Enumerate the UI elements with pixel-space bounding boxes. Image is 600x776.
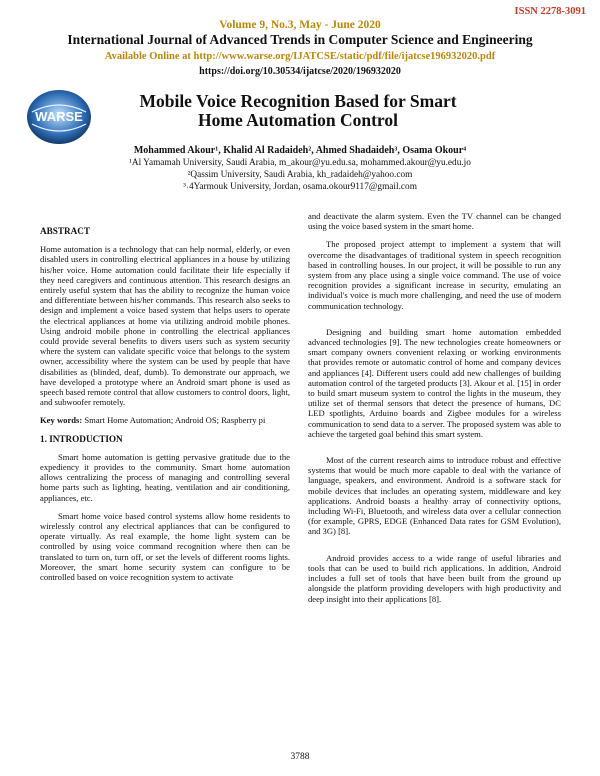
right-paragraph-4: Android provides access to a wide range of useful libraries and tools that can be used to build rich applications. In addition, Android includes a full set of tools that have been built from the ground up alongside the platform providing developers with high productivity and deep insight into their applications [8]. <box>308 552 561 604</box>
right-paragraph-1: The proposed project attempt to implement a system that will overcome the disadvantages of traditional system in speech recognition based in controlling houses. In our project, it will be possible to run any system from any place using a single voice command. The use of voice recognition provides a significant increase in security, emulating an individual's voice is much more challenging, and need the use of modern communication technology. <box>308 239 561 311</box>
keywords <box>40 415 290 425</box>
affiliation-1: ¹Al Yamamah University, Saudi Arabia, m_akour@yu.edu.sa, mohammed.akour@yu.edu.jo <box>129 158 471 168</box>
right-paragraph-3: Most of the current research aims to introduce robust and effective systems that would be much more capable to deal with the variance of language, speakers, and environment. Android is a software stack for mobile devices that includes an operating system, middleware and key applications. Android boasts a healthy array of connectivity options, including Wi-Fi, Bluetooth, and wireless data over a cellular connection (for example, GPRS, EDGE (Enhanced Data rates for GSM Evolution), and 3G) [8]. <box>308 455 561 537</box>
warse-logo-icon <box>24 88 94 146</box>
affiliation-3: ³˒4Yarmouk University, Jordan, osama.okour9117@gmail.com <box>183 182 417 192</box>
issn-label: ISSN 2278-3091 <box>514 6 586 17</box>
journal-title: International Journal of Advanced Trends in Computer Science and Engineering <box>67 32 533 47</box>
intro-paragraph-2: Smart home voice based control systems allow home residents to wirelessly control any electrical appliances that can be configured to operate virtually. As real example, the home light system can be controlled by using voice command recognition where then can be translated to turn on, turn off, or set the levels of different rooms lights. Moreover, the smart home security system can configure to be controlled based on voice recognition system to activate <box>40 510 290 583</box>
affiliation-2: ²Qassim University, Saudi Arabia, kh_radaideh@yahoo.com <box>187 170 413 180</box>
intro-paragraph-1: Smart home automation is getting pervasive gratitude due to the expediency it provides to the community. Smart home automation allows centralizing the process of managing and controlling several home parts such as lighting, heating, ventilation and air conditioning, appliances, etc. <box>40 451 290 503</box>
logo-text: WARSE <box>35 109 83 124</box>
volume-info: Volume 9, No.3, May - June 2020 <box>219 19 381 31</box>
abstract-text: Home automation is a technology that can help normal, elderly, or even disabled users in controlling electrical appliances in a house by utilizing his/her voice. Home automation could facilitate their life especially if they need caregivers and continuous attention. This research designs an entirely useful system that has the ability to recognize the human voice and differentiate between his/her commands. This research also seeks to design and implement a voice based system that helps users to operate the electrical appliances at home via utilizing android mobile phones. Using android mobile phone in controlling the electrical appliances could provide several benefits to divers users such as system security where the system can validate specific voice that belongs to the system owner, accessibility where the system can be used by people that have disabilities as (blinded, deaf, dumb). To demonstrate our approach, we have developed a prototype where an Android smart phone is used as speech based remote control that allow customers to control doors, light, and subwoofer remotely. <box>40 244 290 408</box>
page-number: 3788 <box>290 752 310 762</box>
doi-link[interactable]: https://doi.org/10.30534/ijatcse/2020/196932020 <box>199 66 401 77</box>
right-paragraph-0: and deactivate the alarm system. Even the TV channel can be changed using the voice based system in the smart home. <box>308 211 561 232</box>
authors-line: Mohammed Akour¹, Khalid Al Radaideh², Ahmed Shadaideh³, Osama Okour⁴ <box>133 145 467 156</box>
paper-title: Mobile Voice Recognition Based for Smart Home Automation Control <box>139 91 457 130</box>
right-column <box>308 211 561 612</box>
right-paragraph-2: Designing and building smart home automation embedded advanced technologies [9]. The new technologies create homeowners or smart company owners convenient relaxing or working environments that provides remote or automatic control of home and company devices and appliances [4]. Different users could add new challenges of building automation control of the targeted products [3]. Akour et al. [15] in order to build smart museum system to control the lights in the museum, they utilize set of thermal sensors that detect the presence of humans, DC LED spotlights, Arduino boards and Zigbee modules for a wireless communication to send data to a server. The proposed system was able to achieve the targeted goal behind this smart system. <box>308 326 561 439</box>
availability-link[interactable]: Available Online at http://www.warse.org/IJATCSE/static/pdf/file/ijatcse196932020.pdf <box>104 51 496 62</box>
abstract-heading: ABSTRACT <box>40 226 91 236</box>
keywords-text: Smart Home Automation; Android OS; Raspberry pi <box>84 415 266 426</box>
keywords-label: Key words: <box>40 415 83 426</box>
introduction-heading: 1. INTRODUCTION <box>40 433 123 444</box>
left-column <box>40 218 290 590</box>
